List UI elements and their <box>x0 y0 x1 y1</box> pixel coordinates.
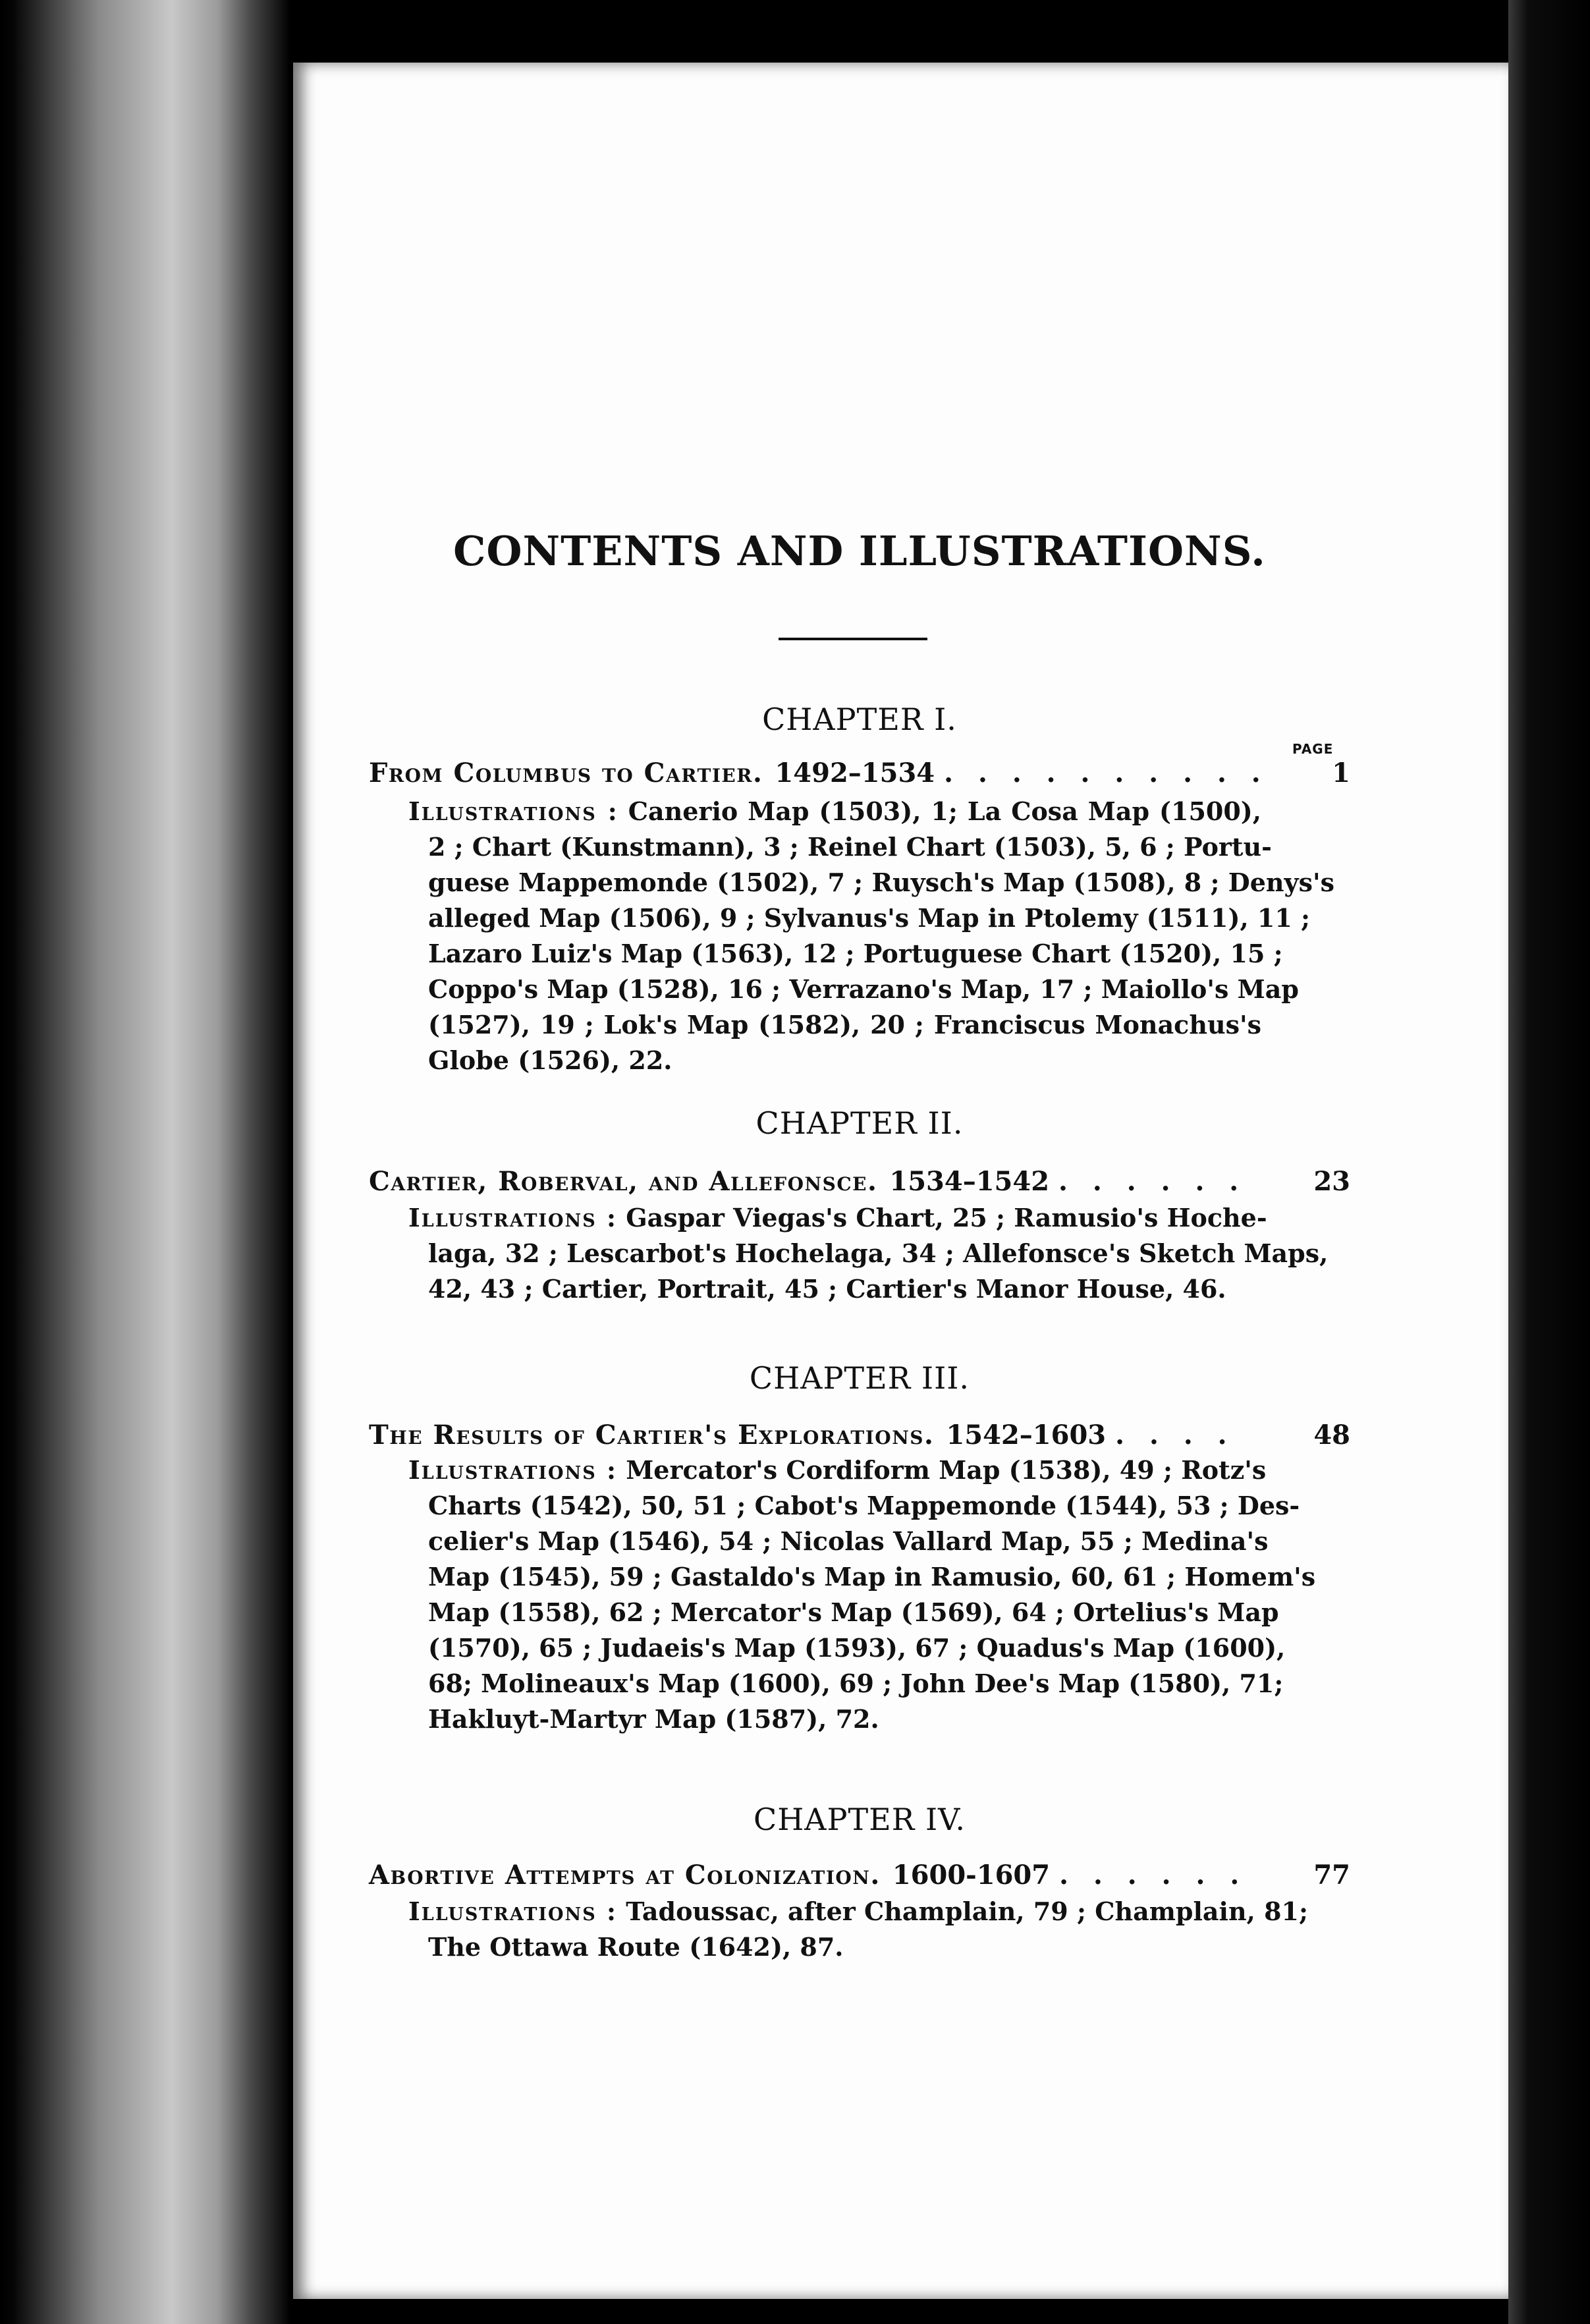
leader-dots: . . . . . . <box>1059 1860 1247 1891</box>
chapter-2-title: Cartier, Roberval, and Allefonsce. <box>369 1166 878 1197</box>
illustration-line: (1570), 65 ; Judaeis's Map (1593), 67 ; Quadus's Map (1600), <box>428 1633 1286 1663</box>
illustration-text: Canerio Map (1503), 1; La Cosa Map (1500), <box>628 796 1262 826</box>
chapter-1-illustrations <box>408 794 1334 1078</box>
chapter-4-title: Abortive Attempts at Colonization. <box>369 1860 881 1891</box>
illustration-text: Mercator's Cordiform Map (1538), 49 ; Rotz's <box>626 1455 1267 1485</box>
chapter-3-page: 48 <box>1313 1420 1350 1451</box>
illustration-line: Map (1558), 62 ; Mercator's Map (1569), 64 ; Ortelius's Map <box>428 1597 1279 1627</box>
chapter-3-heading: CHAPTER III. <box>749 1360 970 1396</box>
chapter-4-entry <box>369 1860 1350 1891</box>
chapter-2-entry <box>369 1166 1350 1197</box>
illustration-line: Map (1545), 59 ; Gastaldo's Map in Ramusio, 60, 61 ; Homem's <box>428 1562 1316 1591</box>
illustration-line: Coppo's Map (1528), 16 ; Verrazano's Map, 17 ; Maiollo's Map <box>428 974 1299 1004</box>
illustration-line: Globe (1526), 22. <box>428 1045 672 1075</box>
chapter-2-illustrations <box>408 1200 1329 1307</box>
illustration-line <box>408 794 1261 829</box>
illustration-text: Tadoussac, after Champlain, 79 ; Champlain, 81; <box>626 1896 1308 1926</box>
title-rule <box>779 638 927 640</box>
illustration-line: 42, 43 ; Cartier, Portrait, 45 ; Cartier's Manor House, 46. <box>428 1274 1226 1304</box>
leader-dots: . . . . <box>1115 1420 1235 1451</box>
illustrations-label: Illustrations : <box>408 796 618 826</box>
chapter-3-dates: 1542–1603 <box>946 1420 1107 1451</box>
chapter-2-heading: CHAPTER II. <box>755 1105 964 1141</box>
illustrations-label: Illustrations : <box>408 1455 617 1485</box>
illustration-line: guese Mappemonde (1502), 7 ; Ruysch's Map (1508), 8 ; Denys's <box>428 868 1334 897</box>
illustration-line <box>408 1894 1308 1929</box>
illustration-line: (1527), 19 ; Lok's Map (1582), 20 ; Franciscus Monachus's <box>428 1010 1261 1039</box>
facing-page-edge <box>0 0 290 2324</box>
page-column-label: PAGE <box>1292 741 1334 757</box>
illustration-line: Lazaro Luiz's Map (1563), 12 ; Portuguese Chart (1520), 15 ; <box>428 939 1283 968</box>
illustration-line: The Ottawa Route (1642), 87. <box>428 1932 844 1962</box>
leader-dots: . . . . . . . . . . <box>944 758 1269 788</box>
illustration-line: 68; Molineaux's Map (1600), 69 ; John Dee's Map (1580), 71; <box>428 1669 1284 1698</box>
illustration-line: 2 ; Chart (Kunstmann), 3 ; Reinel Chart (1503), 5, 6 ; Portu- <box>428 832 1272 862</box>
chapter-3-illustrations <box>408 1452 1316 1737</box>
chapter-3-title: The Results of Cartier's Explorations. <box>369 1420 935 1451</box>
chapter-1-heading: CHAPTER I. <box>762 702 957 737</box>
chapter-4-page: 77 <box>1313 1860 1350 1891</box>
illustrations-label: Illustrations : <box>408 1896 617 1926</box>
illustrations-label: Illustrations : <box>408 1203 617 1232</box>
illustration-line <box>408 1200 1267 1236</box>
chapter-1-dates: 1492–1534 <box>775 758 935 788</box>
chapter-4-heading: CHAPTER IV. <box>754 1802 966 1837</box>
leader-dots: . . . . . . <box>1058 1166 1247 1197</box>
book-right-edge <box>1508 0 1590 2324</box>
illustration-line: Charts (1542), 50, 51 ; Cabot's Mappemonde (1544), 53 ; Des- <box>428 1491 1300 1520</box>
illustration-line: Hakluyt-Martyr Map (1587), 72. <box>428 1704 879 1734</box>
illustration-line: alleged Map (1506), 9 ; Sylvanus's Map in Ptolemy (1511), 11 ; <box>428 903 1311 933</box>
illustration-line: laga, 32 ; Lescarbot's Hochelaga, 34 ; Allefonsce's Sketch Maps, <box>428 1238 1329 1268</box>
illustration-line <box>408 1452 1267 1488</box>
illustration-text: Gaspar Viegas's Chart, 25 ; Ramusio's Hoche- <box>626 1203 1267 1232</box>
chapter-1-page: 1 <box>1332 758 1350 788</box>
chapter-2-page: 23 <box>1313 1166 1350 1197</box>
chapter-2-dates: 1534–1542 <box>889 1166 1050 1197</box>
illustration-line: celier's Map (1546), 54 ; Nicolas Vallard Map, 55 ; Medina's <box>428 1526 1269 1556</box>
chapter-4-illustrations <box>408 1894 1308 1965</box>
chapter-3-entry <box>369 1420 1350 1451</box>
chapter-1-entry <box>369 758 1350 788</box>
chapter-1-title: From Columbus to Cartier. <box>369 758 763 788</box>
chapter-4-dates: 1600-1607 <box>892 1860 1051 1891</box>
page-title: CONTENTS AND ILLUSTRATIONS. <box>453 527 1266 575</box>
